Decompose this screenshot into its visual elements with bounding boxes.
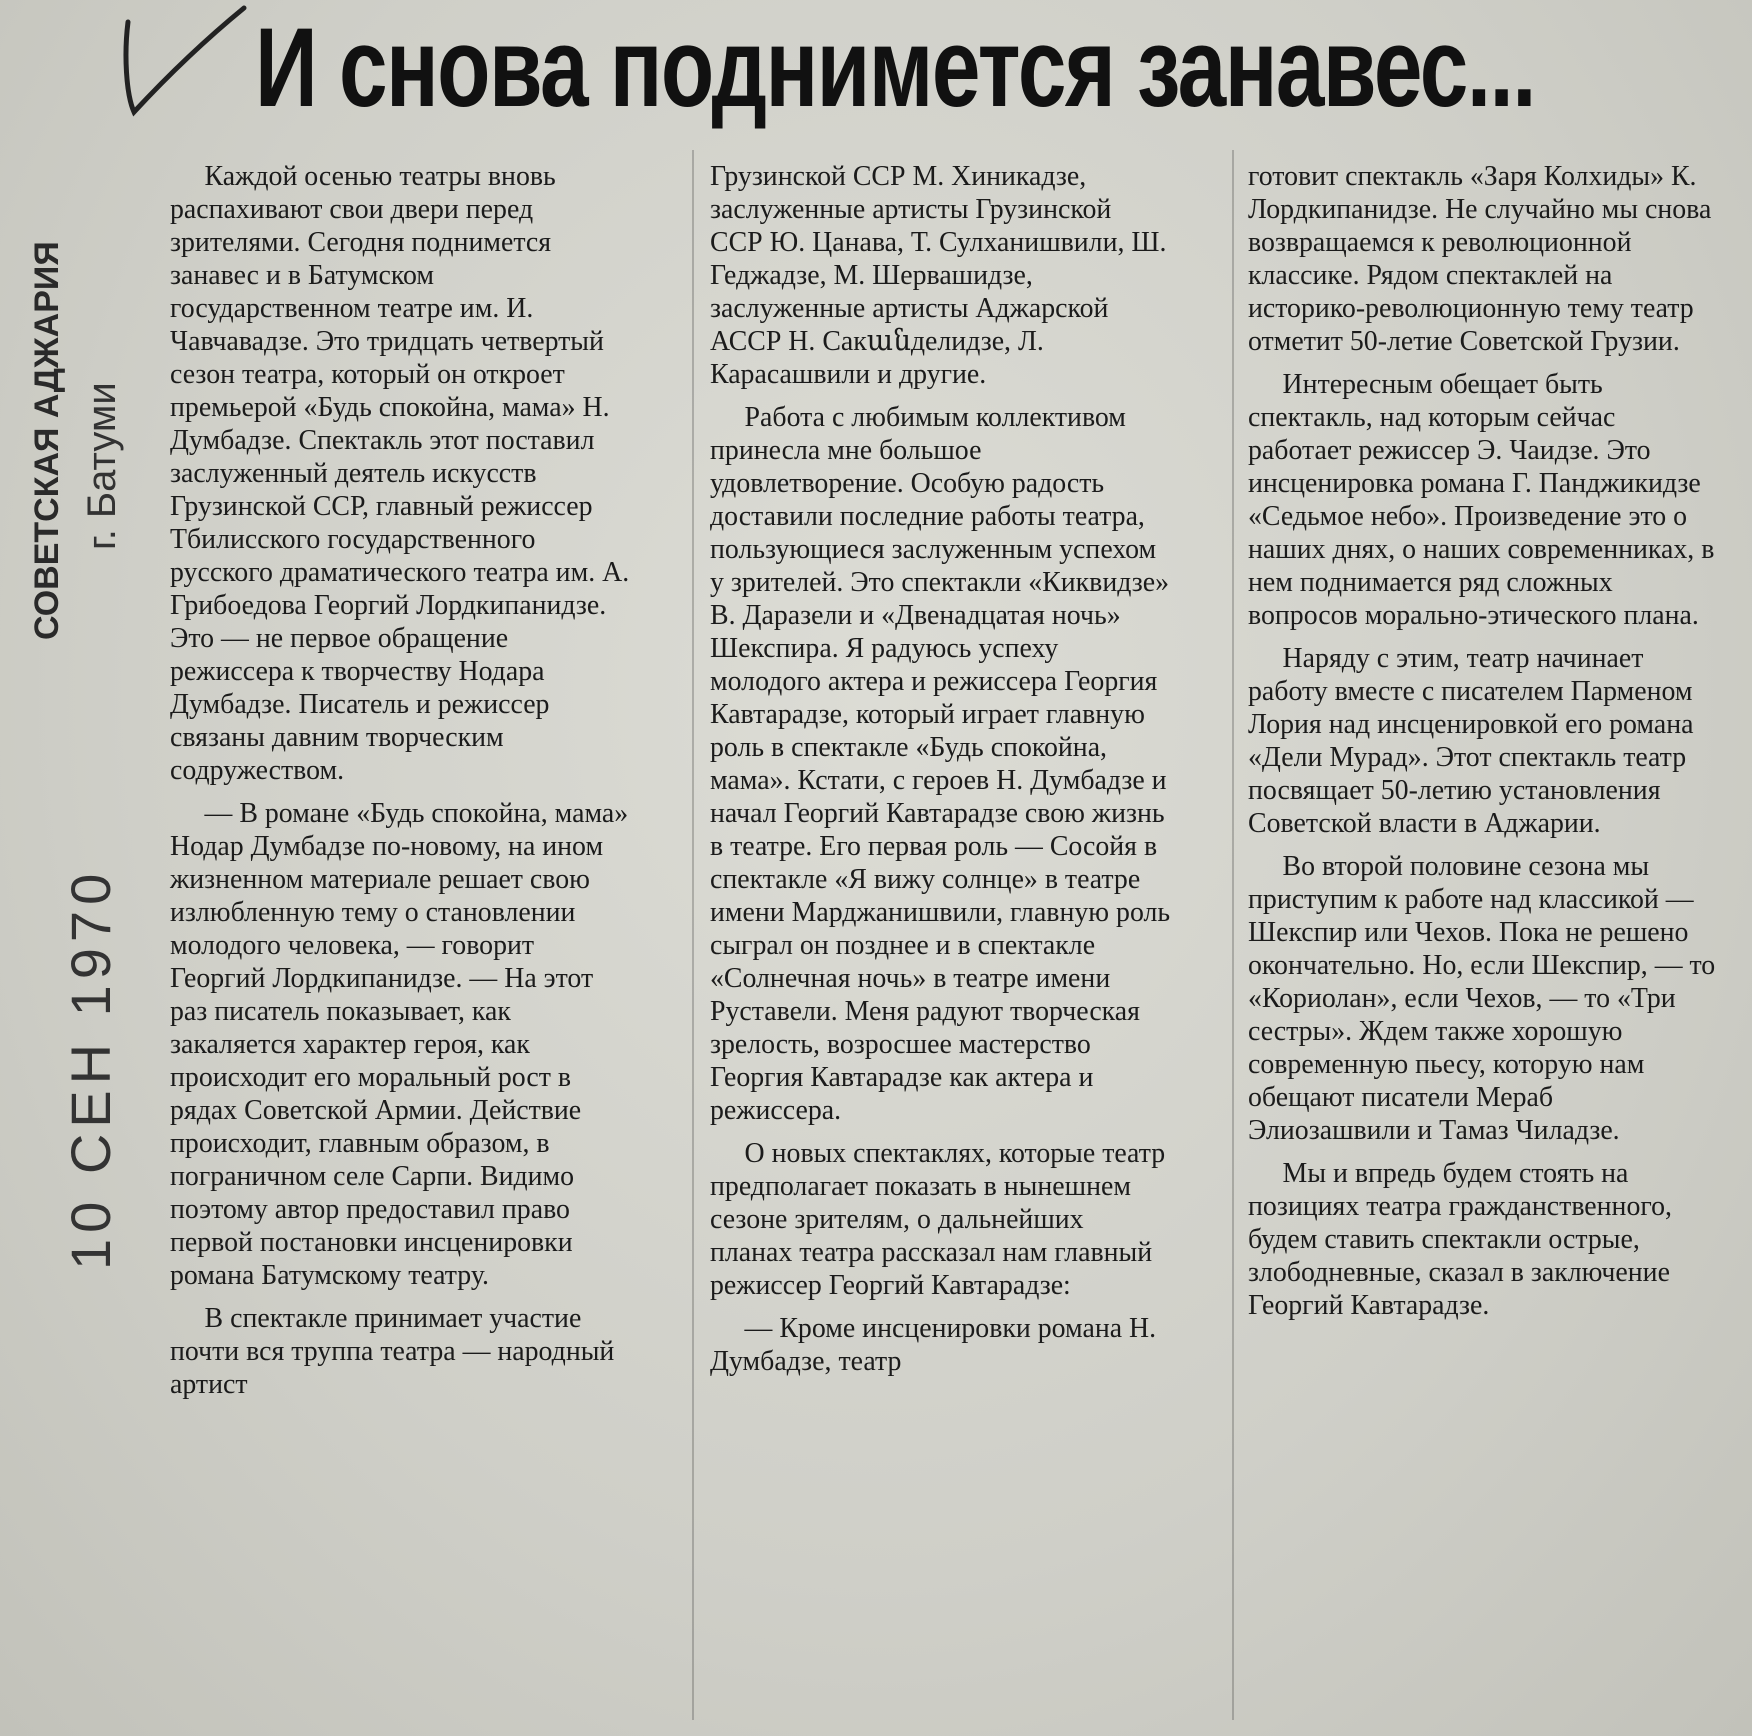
article-paragraph: В спектакле принимает участие почти вся труппа театра — народный артист [170,1302,615,1400]
stamp-newspaper-name: СОВЕТСКАЯ АДЖАРИЯ [28,241,66,640]
article-paragraph: Каждой осенью театры вновь распахивают свои двери перед зрителями. Сегодня поднимется занавес и в Батумском государственном театре им. И. Чавчавадзе. Это тридцать четвертый сезон театра, который он откроет премьерой «Будь спокойна, мама» Н. Думбадзе. Спектакль этот поставил заслуженный деятель искусств Грузинской ССР, главный режиссер Тбилисского государственного русского драматического театра им. А. Грибоедова Георгий Лордкипанидзе. Это — не первое обращение режиссера к творчеству Нодара Думбадзе. Писатель и режиссер связаны давним творческим содружеством. [170,160,630,786]
article-column-1 [170,160,631,1411]
stamp-city: г. Батуми [80,382,124,550]
article-paragraph: Мы и впредь будем стоять на позициях театра гражданственного, будем ставить спектакли острые, злободневные, сказал в заключение Георгий Кавтарадзе. [1248,1157,1672,1321]
article-paragraph: Во второй половине сезона мы приступим к работе над классикой — Шекспир или Чехов. Пока не решено окончательно. Но, если Шекспир, — то «Кориолан», если Чехов, — то «Три сестры». Ждем также хорошую современную пьесу, которую нам обещают писатели Мераб Элиозашвили и Тамаз Чиладзе. [1248,850,1716,1146]
article-paragraph: Интересным обещает быть спектакль, над которым сейчас работает режиссер Э. Чаидзе. Это инсценировка романа Г. Панджикидзе «Седьмое небо». Произведение это о наших днях, о наших современниках, в нем поднимается ряд сложных вопросов морально-этического плана. [1248,368,1715,631]
article-column-2 [710,160,1171,1388]
article-paragraph: — Кроме инсценировки романа Н. Думбадзе, театр [710,1312,1157,1377]
handwritten-check-mark-icon [120,4,250,124]
article-paragraph: Работа с любимым коллективом принесла мне большое удовлетворение. Особую радость доставили последние работы театра, пользующиеся заслуженным успехом у зрителей. Это спектакли «Киквидзе» В. Даразели и «Двенадцатая ночь» Шекспира. Я радуюсь успеху молодого актера и режиссера Георгия Кавтарадзе, который играет главную роль в спектакле «Будь спокойна, мама». Кстати, с героев Н. Думбадзе и начал Георгий Кавтарадзе свою жизнь в театре. Его первая роль — Сосойя в спектакле «Я вижу солнце» в театре имени Марджанишвили, главную роль сыграл он позднее и в спектакле «Солнечная ночь» в театре имени Руставели. Меня радуют творческая зрелость, возросшее мастерство Георгия Кавтарадзе как актера и режиссера. [710,401,1171,1126]
column-divider [1232,150,1234,1720]
article-paragraph: О новых спектаклях, которые театр предполагает показать в нынешнем сезоне зрителям, о дальнейших планах театра рассказал нам главный режиссер Георгий Кавтарадзе: [710,1137,1166,1301]
headline: И снова поднимется занавес... [255,5,1535,130]
article-paragraph: Наряду с этим, театр начинает работу вместе с писателем Парменом Лория над инсценировкой его романа «Дели Мурад». Этот спектакль театр посвящает 50-летию установления Советской власти в Аджарии. [1248,642,1694,839]
column-divider [692,150,694,1720]
article-paragraph: готовит спектакль «Заря Колхиды» К. Лордкипанидзе. Не случайно мы снова возвращаемся к революционной классике. Рядом спектаклей на историко-революционную тему театр отметит 50-летие Советской Грузии. [1248,160,1712,357]
article-paragraph: Грузинской ССР М. Хиникадзе, заслуженные артисты Грузинской ССР Ю. Цанава, Т. Сулханишвили, Ш. Геджадзе, М. Шервашидзе, заслуженные артисты Аджарской АССР Н. Сакանделидзе, Л. Карасашвили и другие. [710,160,1167,390]
article-column-3 [1248,160,1718,1332]
clipping-stamp [18,230,128,1270]
article-paragraph: — В романе «Будь спокойна, мама» Нодар Думбадзе по-новому, на ином жизненном материале решает свою излюбленную тему о становлении молодого человека, — говорит Георгий Лордкипанидзе. — На этот раз писатель показывает, как закаляется характер героя, как происходит его моральный рост в рядах Советской Армии. Действие происходит, главным образом, в пограничном селе Сарпи. Видимо поэтому автор предоставил право первой постановки инсценировки романа Батумскому театру. [170,797,629,1291]
stamp-date: 10 СЕН 1970 [59,867,122,1270]
